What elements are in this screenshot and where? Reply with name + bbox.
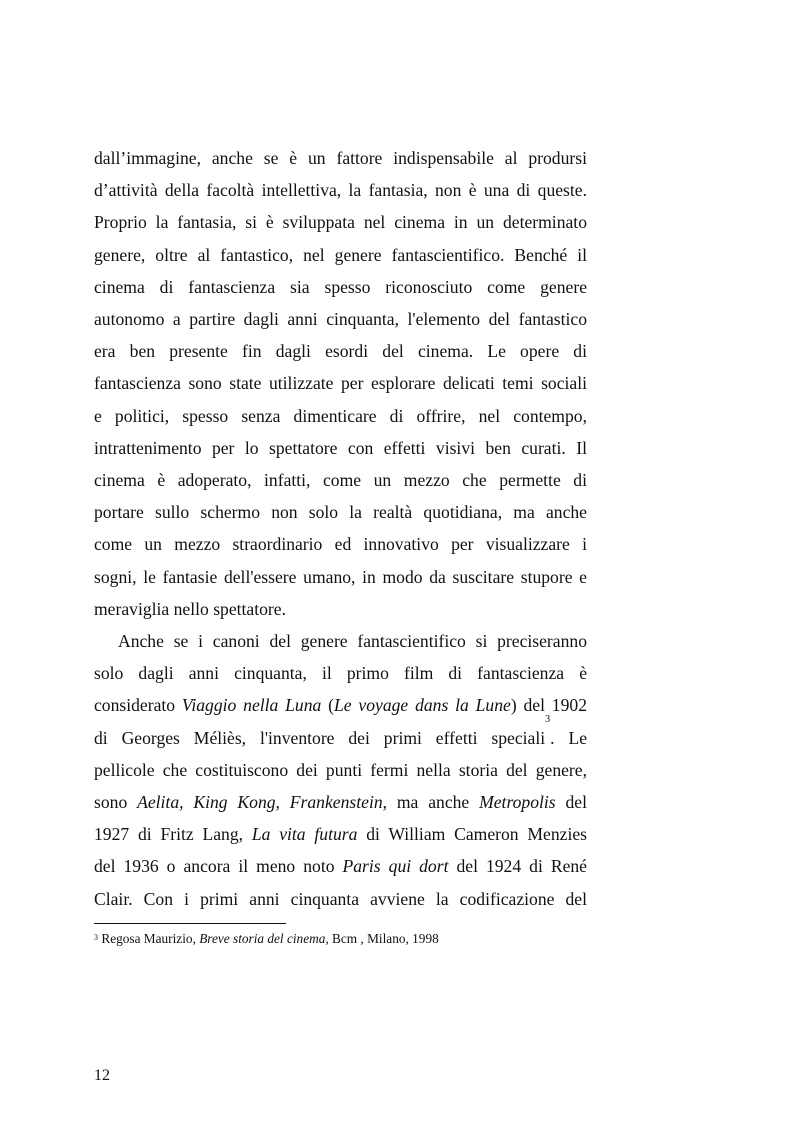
footnote-number: 3 [94,933,98,942]
film-title: Le voyage dans la Lune [334,695,511,716]
page-number: 12 [94,1067,110,1084]
footnote-author: Regosa Maurizio, [98,931,200,946]
text-line: Clair. Con i primi anni cinquanta avviene la codificazione del [94,888,587,909]
text-line: autonomo a partire dagli anni cinquanta, l'elemento del fantastico [94,309,587,330]
text-line: cinema è adoperato, infatti, come un mezzo che permette di [94,470,587,491]
text-line: del 1936 o ancora il meno noto Paris qui dort del 1924 di René [94,856,587,877]
text-line: d’attività della facoltà intellettiva, la fantasia, non è una di queste. [94,180,587,201]
text-line: meraviglia nello spettatore. [94,598,286,619]
text-line: era ben presente fin dagli esordi del cinema. Le opere di [94,341,587,362]
footnote-publisher: Bcm , Milano, 1998 [328,931,439,946]
text-line: solo dagli anni cinquanta, il primo film di fantascienza è [94,663,587,684]
text-line: dall’immagine, anche se è un fattore indispensabile al prodursi [94,148,587,168]
text-line: di Georges Méliès, l'inventore dei primi effetti speciali$^3$. Le [94,713,587,748]
paragraph-1 [94,142,587,625]
main-text [94,142,587,915]
text-line: considerato Viaggio nella Luna (Le voyage dans la Lune) del 1902 [94,695,587,716]
text-line: cinema di fantascienza sia spesso riconosciuto come genere [94,276,587,297]
film-title: Viaggio nella Luna [181,695,322,716]
text-line: 1927 di Fritz Lang, La vita futura di William Cameron Menzies [94,824,587,845]
text-line: sogni, le fantasie dell'essere umano, in modo da suscitare stupore e [94,566,587,587]
film-title: Aelita, King Kong, Frankenstein [137,792,383,813]
text-line: e politici, spesso senza dimenticare di offrire, nel contempo, [94,405,587,426]
text-line: fantascienza sono state utilizzate per esplorare delicati temi sociali [94,373,587,394]
text-line: genere, oltre al fantastico, nel genere fantascientifico. Benché il [94,244,587,265]
text-line: pellicole che costituiscono dei punti fermi nella storia del genere, [94,759,587,780]
paragraph-2 [94,625,587,915]
footnote [94,931,439,947]
film-title: Paris qui dort [342,856,449,877]
film-title: Metropolis [479,792,556,813]
text-line: Anche se i canoni del genere fantascientifico si preciseranno [118,631,587,652]
film-title: La vita futura [251,824,358,845]
text-line: sono Aelita, King Kong, Frankenstein, ma anche Metropolis del [94,792,587,813]
footnote-book-title: Breve storia del cinema, [199,931,329,946]
footnote-reference: 3 [545,713,551,725]
text-line: Proprio la fantasia, si è sviluppata nel cinema in un determinato [94,212,587,233]
text-line: intrattenimento per lo spettatore con effetti visivi ben curati. Il [94,437,587,458]
footnote-separator [94,923,286,924]
text-line: come un mezzo straordinario ed innovativo per visualizzare i [94,534,587,555]
text-line: portare sullo schermo non solo la realtà quotidiana, ma anche [94,502,587,523]
